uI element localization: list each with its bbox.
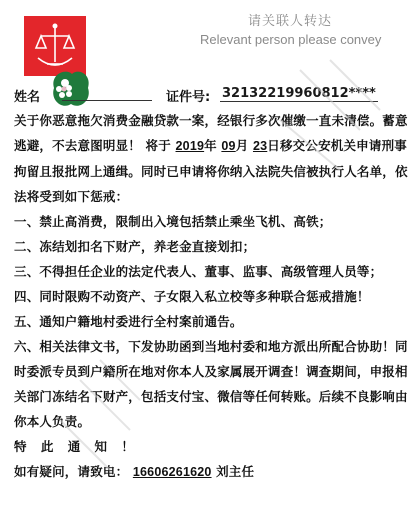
date-month: 09 bbox=[221, 139, 236, 153]
name-value bbox=[62, 86, 152, 101]
penalty-item: 一、禁止高消费，限制出入境包括禁止乘坐飞机、高铁； bbox=[14, 214, 332, 229]
name-label: 姓名 bbox=[14, 90, 41, 105]
date-day-unit: 日 bbox=[267, 138, 280, 153]
penalty-item: 二、冻结划扣名下财产，养老金直接划扣； bbox=[14, 239, 256, 254]
header-title-cn: 请关联人转达 bbox=[248, 14, 333, 29]
id-number-value: 32132219960812**** bbox=[222, 86, 376, 101]
date-day: 23 bbox=[252, 139, 268, 153]
contact-phone: 16606261620 bbox=[132, 465, 212, 479]
id-number-label: 证件号: bbox=[166, 90, 211, 105]
contact-person: 刘主任 bbox=[216, 464, 255, 479]
intro-text: 关于你恶意拖欠消费金融贷款一案，经银行多次催缴一直未清偿。蓄意逃避，不去意图明显！ 将于 bbox=[14, 113, 408, 153]
notice-body bbox=[14, 108, 410, 485]
date-month-unit: 月 bbox=[235, 138, 249, 153]
date-year-unit: 年 bbox=[204, 138, 217, 153]
contact-line bbox=[14, 459, 410, 485]
penalty-item: 六、相关法律文书，下发协助函到当地村委和地方派出所配合协助！同时委派专员到户籍所在地对你本人及家属展开调查！调查期间，申报相关部门冻结名下财产，包括支付宝、微信等任何转账。后续不良影响由你本人负责。 bbox=[14, 339, 408, 429]
notice-closing: 特 此 通 知 ！ bbox=[14, 439, 139, 454]
header-title-en: Relevant person please convey bbox=[200, 32, 382, 47]
date-year: 2019 bbox=[175, 139, 205, 153]
penalty-item: 四、同时限购不动资产、子女限入私立校等多种联合惩戒措施！ bbox=[14, 289, 370, 304]
contact-label: 如有疑问，请致电： bbox=[14, 464, 129, 479]
intro-tail-text: 移交公安机关申请刑事拘留且报批网上通缉。同时已申请将你纳入法院失信被执行人名单，依法将受到如下惩戒： bbox=[14, 138, 408, 204]
penalty-item: 五、通知户籍地村委进行全村案前通告。 bbox=[14, 314, 243, 329]
penalty-item: 三、不得担任企业的法定代表人、董事、监事、高级管理人员等； bbox=[14, 264, 383, 279]
intro-paragraph bbox=[14, 108, 410, 209]
